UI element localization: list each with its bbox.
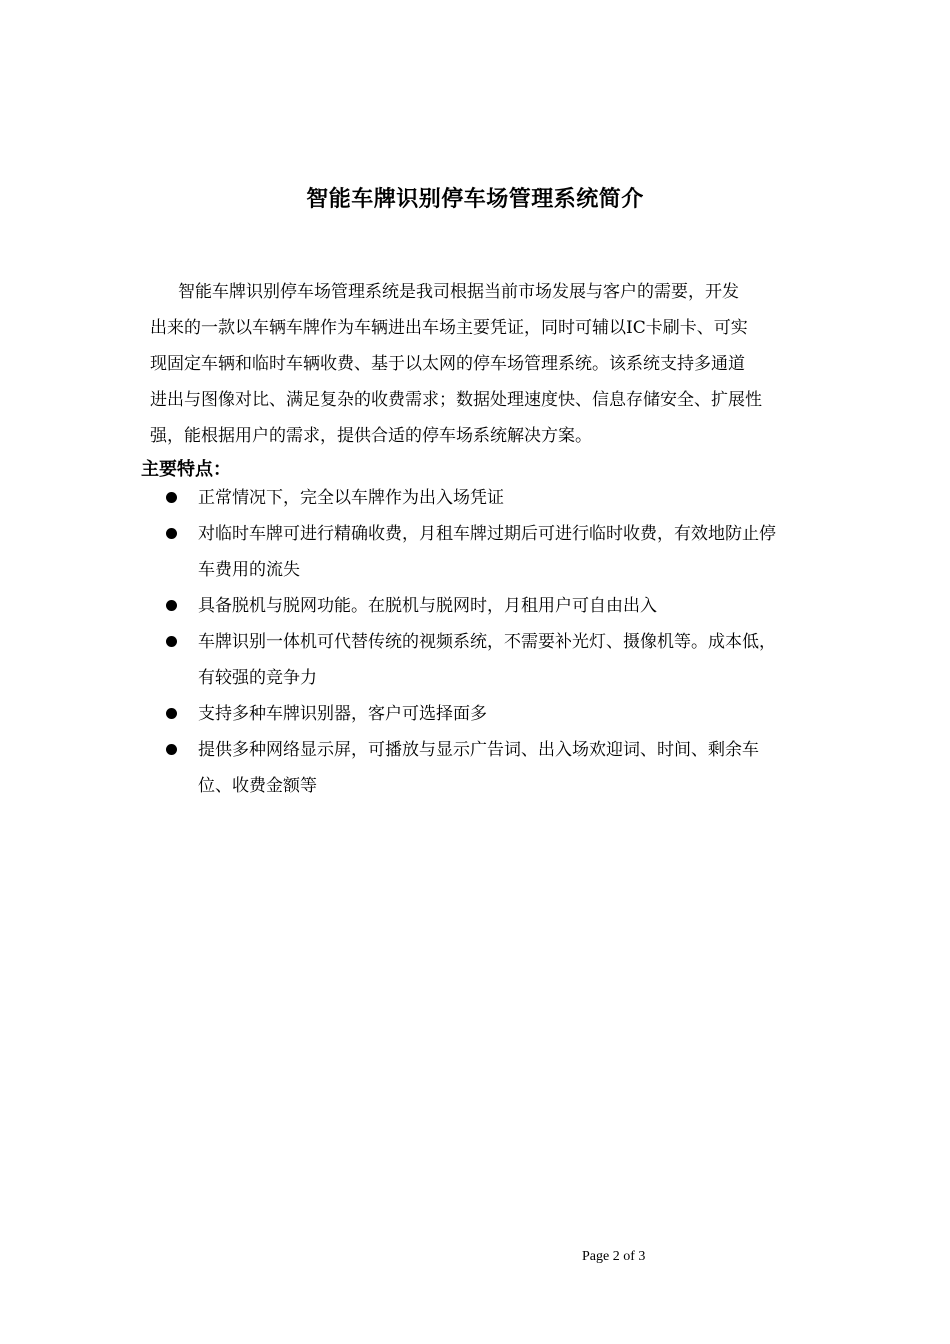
intro-line: 现固定车辆和临时车辆收费、基于以太网的停车场管理系统。该系统支持多通道 — [150, 354, 745, 374]
feature-item — [160, 696, 860, 732]
bullet-dot-icon — [166, 600, 177, 611]
bullet-dot-icon — [166, 744, 177, 755]
feature-line: 位、收费金额等 — [198, 776, 317, 796]
feature-line: 有较强的竞争力 — [198, 668, 317, 688]
feature-item — [160, 480, 860, 516]
bullet-dot-icon — [166, 708, 177, 719]
bullet-dot-icon — [166, 528, 177, 539]
features-list — [160, 480, 860, 804]
feature-item — [160, 732, 860, 804]
intro-line: 出来的一款以车辆车牌作为车辆进出车场主要凭证，同时可辅以IC卡刷卡、可实 — [150, 318, 748, 338]
feature-item — [160, 624, 860, 696]
feature-line: 正常情况下，完全以车牌作为出入场凭证 — [198, 488, 504, 508]
intro-line: 智能车牌识别停车场管理系统是我司根据当前市场发展与客户的需要，开发 — [178, 282, 739, 302]
feature-text — [198, 516, 860, 588]
intro-line: 进出与图像对比、满足复杂的收费需求；数据处理速度快、信息存储安全、扩展性 — [150, 390, 762, 410]
intro-line: 强，能根据用户的需求，提供合适的停车场系统解决方案。 — [150, 426, 592, 446]
bullet-dot-icon — [166, 636, 177, 647]
document-title: 智能车牌识别停车场管理系统简介 — [306, 187, 644, 212]
feature-line: 车牌识别一体机可代替传统的视频系统，不需要补光灯、摄像机等。成本低， — [198, 632, 776, 652]
feature-line: 具备脱机与脱网功能。在脱机与脱网时，月租用户可自由出入 — [198, 596, 657, 616]
feature-item — [160, 516, 860, 588]
bullet-dot-icon — [166, 492, 177, 503]
feature-line: 车费用的流失 — [198, 560, 300, 580]
intro-paragraph — [150, 274, 830, 454]
feature-text — [198, 588, 860, 624]
feature-item — [160, 588, 860, 624]
feature-line: 对临时车牌可进行精确收费，月租车牌过期后可进行临时收费，有效地防止停 — [198, 524, 776, 544]
page-number-footer: Page 2 of 3 — [582, 1249, 646, 1264]
feature-text — [198, 624, 860, 696]
features-heading: 主要特点： — [141, 459, 231, 480]
feature-text — [198, 732, 860, 804]
feature-text — [198, 696, 860, 732]
feature-line: 支持多种车牌识别器，客户可选择面多 — [198, 704, 487, 724]
feature-line: 提供多种网络显示屏，可播放与显示广告词、出入场欢迎词、时间、剩余车 — [198, 740, 759, 760]
feature-text — [198, 480, 860, 516]
